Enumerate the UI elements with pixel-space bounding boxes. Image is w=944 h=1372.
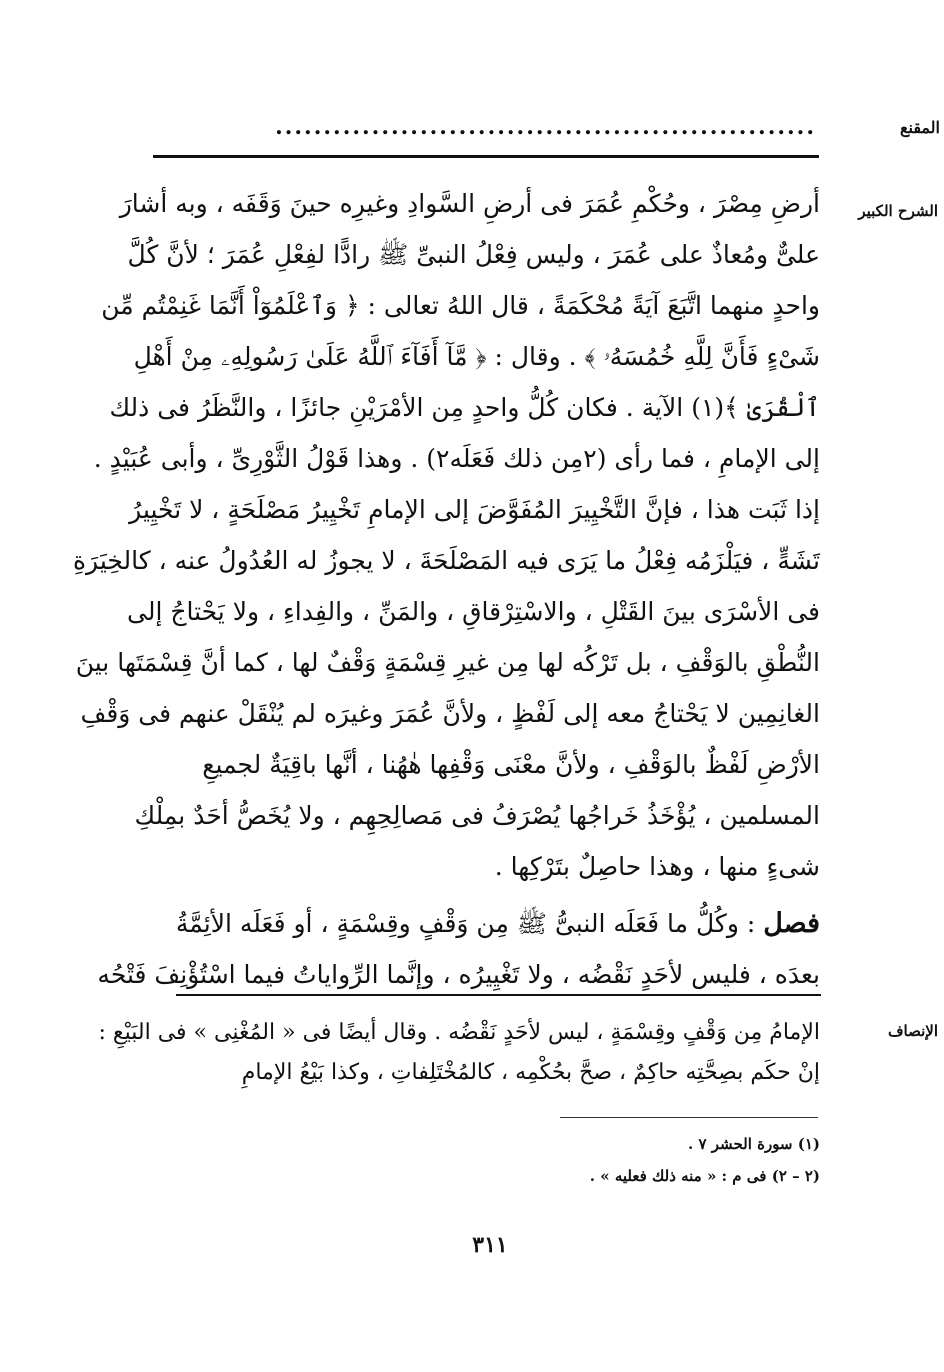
fasl-heading: فصل <box>763 908 820 939</box>
text-line: الأرْضِ لَفْظٌ بالوَقْفِ ، ولأنَّ معْنَى وَقْفِها هٰهُنا ، أنَّها باقِيَةٌ لجميعِ <box>202 750 820 779</box>
header-rule <box>153 155 819 158</box>
text-line: شَىْءٍ فَأَنَّ لِلَّهِ خُمُسَهُۥ ﴾ . وقال : ﴿ مَّآ أَفَآءَ ٱللَّهُ عَلَىٰ رَسُولِهِۦ مِنْ أَهْلِ <box>133 342 820 371</box>
insaf-text <box>98 1013 820 1093</box>
page-number: ٣١١ <box>472 1232 508 1258</box>
text-line: فى الأسْرَى بينَ القَتْلِ ، والاسْتِرْقاقِ ، والمَنِّ ، والفِداءِ ، ولا يَحْتاجُ إلى <box>127 597 820 626</box>
text-line: إذا ثَبَت هذا ، فإنَّ التَّخْيِيرَ المُفَوَّضَ إلى الإمامِ تَخْيِيرُ مَصْلَحَةٍ ، لا تَخْيِيرُ <box>129 495 820 524</box>
header-dots: ........................................................ <box>275 114 816 140</box>
text-line: بعدَه ، فليس لأحَدٍ نَقْضُه ، ولا تَغْيِيرُه ، وإنَّما الرِّواياتُ فيما اسْتُؤْنِفَ فَتْحُه <box>97 960 820 989</box>
footnote: (١) سورة الحشر ٧ . <box>688 1135 820 1153</box>
text-line: واحدٍ منهما اتَّبَعَ آيَةً مُحْكَمَةً ، قال اللهُ تعالى : ﴿ وَٱعْلَمُوٓاْ أَنَّمَا غَنِمْتُم مِّن <box>101 291 820 320</box>
section-divider <box>176 994 821 996</box>
text-line: الغانِمِين لا يَحْتاجُ معه إلى لَفْظٍ ، ولأنَّ عُمَرَ وغيرَه لم يُنْقَلْ عنهم فى وَقْفِ <box>80 699 820 728</box>
footnote: (٢ – ٢) فى م : « منه ذلك فعليه » . <box>589 1167 820 1185</box>
text-line: إلى الإمامِ ، فما رأى (٢مِن ذلك فَعَلَه٢) . وهذا قَوْلُ الثَّوْرِىِّ ، وأبى عُبَيْدٍ . <box>93 444 820 473</box>
text-line: علىٌّ ومُعاذٌ على عُمَرَ ، وليس فِعْلُ النبىِّ ﷺ رادًّا لفِعْلِ عُمَرَ ؛ لأنَّ كُلَّ <box>127 240 820 269</box>
fasl-text: : وكُلُّ ما فَعَلَه النبىُّ ﷺ مِن وَقْفٍ وقِسْمَةٍ ، أو فَعَلَه الأئِمَّةُ <box>175 909 756 938</box>
book-title: المقنع <box>899 118 940 137</box>
side-label-insaf: الإنصاف <box>887 1022 938 1040</box>
insaf-line: إنْ حكَم بصِحَّتِه حاكِمٌ ، صحَّ بحُكْمِه ، كالمُخْتَلِفاتِ ، وكذا بَيْعُ الإمامِ <box>241 1060 820 1085</box>
text-line: أرضِ مِصْرَ ، وحُكْمِ عُمَرَ فى أرضِ السَّوادِ وغيرِه حينَ وَقَفَه ، وبه أشارَ <box>119 189 820 218</box>
text-line: النُّطْقِ بالوَقْفِ ، بل تَرْكُه لها مِن غيرِ قِسْمَةٍ وَقْفٌ لها ، كما أنَّ قِسْمَتَها بينَ <box>75 648 820 677</box>
fasl-line <box>150 898 820 949</box>
insaf-line: الإمامُ مِن وَقْفٍ وقِسْمَةٍ ، ليس لأحَدٍ نَقْضُه . وقال أيضًا فى « المُغْنِى » فى البَيْعِ : <box>98 1020 820 1045</box>
footnotes <box>450 1128 820 1192</box>
main-text <box>72 178 820 1000</box>
text-line: المسلمين ، يُؤْخَذُ خَراجُها يُصْرَفُ فى مَصالِحِهِم ، ولا يُخَصُّ أحَدٌ بمِلْكِ <box>134 801 820 830</box>
text-line: ٱلْقُرَىٰ ﴾(١) الآية . فكان كُلُّ واحدٍ مِن الأمْرَيْنِ جائزًا ، والنَّظَرُ فى ذلك <box>109 393 820 422</box>
side-label-sharh: الشرح الكبير <box>858 202 938 220</box>
text-line: تَشَهٍّ ، فيَلْزَمُه فِعْلُ ما يَرَى فيه المَصْلَحَةَ ، لا يجوزُ له العُدُولُ عنه ، كالخِيَرَةِ <box>72 546 820 575</box>
footnote-rule <box>560 1117 818 1118</box>
text-line: شىءٍ منها ، وهذا حاصِلٌ بتَرْكِها . <box>494 852 820 881</box>
running-head <box>150 114 940 148</box>
